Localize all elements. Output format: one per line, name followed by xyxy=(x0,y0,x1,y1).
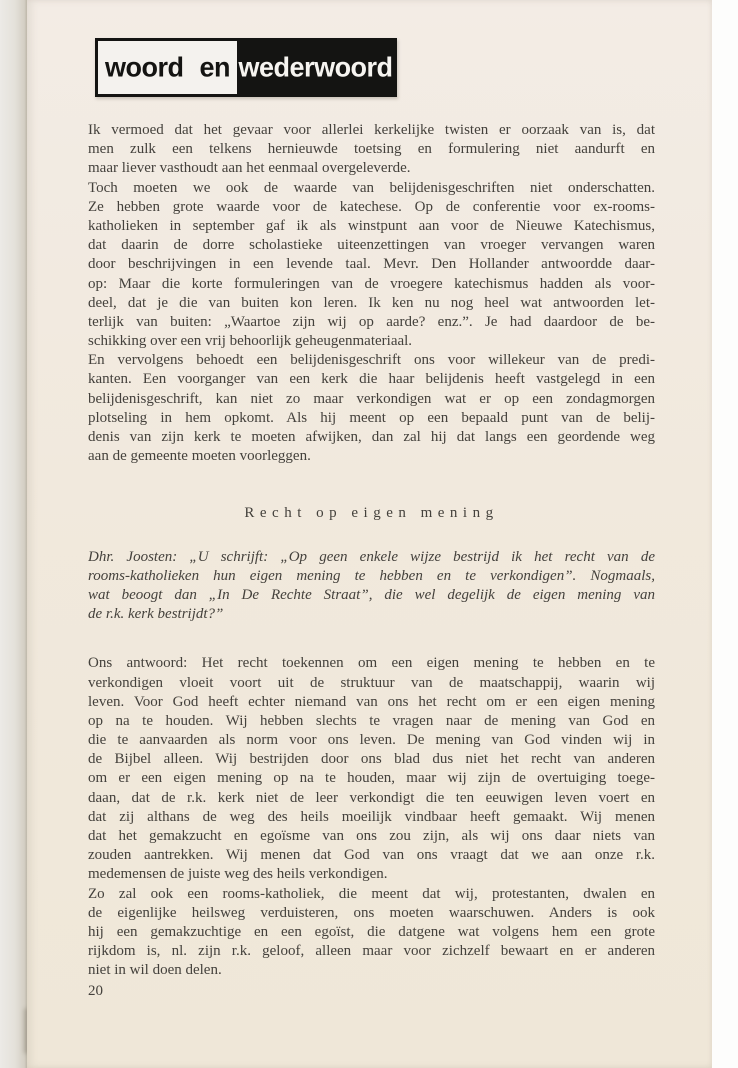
text-line: Ze hebben grote waarde voor de katechese. Op de conferentie voor ex-rooms- xyxy=(88,198,655,215)
text-line: hij een gemakzuchtige en een egoïst, die datgene wat volgens hem een grote xyxy=(88,923,655,940)
text-line: schikking over een vrij behoorlijk geheugenmateriaal. xyxy=(88,333,413,350)
article-body xyxy=(88,121,655,1001)
text-line: deel, dat je die van buiten kon leren. Ik ken nu nog heel wat antwoorden let- xyxy=(88,294,655,311)
text-line: belijdenisgeschrift, kan niet zo maar verkondigen wat er op een zondagmorgen xyxy=(88,390,655,407)
text-line: Toch moeten we ook de waarde van belijdenisgeschriften niet onderschatten. xyxy=(88,179,655,196)
section-heading: Recht op eigen mening xyxy=(244,505,499,522)
text-line: die te aanvaarden als norm voor ons leven. De mening van God vinden wij in xyxy=(88,732,655,749)
text-line: maar liever vasthoudt aan het eenmaal overgeleverde. xyxy=(88,160,411,177)
text-line: medemensen de juiste weg des heils verkondigen. xyxy=(88,866,388,883)
scan-right-edge xyxy=(712,0,738,1068)
text-line: de eigenlijke heilsweg verduisteren, ons moeten waarschuwen. Anders is ook xyxy=(88,904,655,921)
page-number: 20 xyxy=(88,982,103,999)
text-line: verkondigen vloeit voort uit de struktuur van de maatschappij, waarin wij xyxy=(88,674,655,691)
text-line: Ik vermoed dat het gevaar voor allerlei kerkelijke twisten er oorzaak van is, dat xyxy=(88,122,655,138)
text-line: En vervolgens behoedt een belijdenisgeschrift ons voor willekeur van de predi- xyxy=(88,352,655,369)
text-line: dat daarin de dorre scholastieke uiteenzettingen van vroeger vervangen waren xyxy=(88,237,655,254)
text-line: plotseling in hem opkomt. Als hij meent op een bepaald punt van de belij- xyxy=(88,409,655,426)
reader-question-paragraph xyxy=(88,548,655,625)
paragraph xyxy=(88,885,655,981)
text-line: terlijk van buiten: „Waartoe zijn wij op aarde? enz.”. Je had daardoor de be- xyxy=(88,313,655,330)
text-line: Zo zal ook een rooms-katholiek, die meent dat wij, protestanten, dwalen en xyxy=(88,885,655,902)
paragraph xyxy=(88,179,655,352)
text-line: op: Maar die korte formuleringen van de vroegere katechismus hadden als voor- xyxy=(88,275,655,292)
paragraph xyxy=(88,351,655,466)
book-page xyxy=(27,0,712,1068)
text-line: dat zij althans de weg des heils moeilijk vindbaar heeft gemaakt. Wij menen xyxy=(88,808,655,825)
text-line: de Bijbel alleen. Wij bestrijden door ons blad dus niet het recht van anderen xyxy=(88,751,655,768)
text-line: kanten. Een voorganger van een kerk die haar belijdenis heeft vastgelegd in een xyxy=(88,371,655,388)
logo-left-text: woord en xyxy=(105,51,231,83)
scan-left-edge xyxy=(0,0,27,1068)
logo-right-text: wederwoord xyxy=(238,51,393,83)
text-line: aan de gemeente moeten voorleggen. xyxy=(88,448,311,465)
logo-right-panel xyxy=(237,41,394,94)
text-line: men zulk een telkens hernieuwde toetsing en formulering niet aandurft en xyxy=(88,141,655,158)
woord-en-wederwoord-logo xyxy=(95,38,397,97)
text-line: niet in wil doen delen. xyxy=(88,962,222,979)
logo-left-panel xyxy=(98,41,237,94)
text-line: Dhr. Joosten: „U schrijft: „Op geen enkele wijze bestrijd ik het recht van de xyxy=(88,548,655,565)
text-line: leven. Voor God heeft echter niemand van ons het recht om er een eigen mening xyxy=(88,693,655,710)
text-line: rooms-katholieken hun eigen mening te hebben en te verkondigen”. Nogmaals, xyxy=(88,567,655,584)
text-line: zouden aantrekken. Wij menen dat God van ons vraagt dat we aan onze r.k. xyxy=(88,847,655,864)
text-line: de r.k. kerk bestrijdt?” xyxy=(88,606,224,623)
text-line: door beschrijvingen in een levende taal. Mevr. Den Hollander antwoordde daar- xyxy=(88,256,655,273)
text-line: katholieken in september gaf ik als winstpunt aan voor de Nieuwe Katechismus, xyxy=(88,217,655,234)
text-line: om er een eigen mening op na te houden, maar wij zijn de overtuiging toege- xyxy=(88,770,655,787)
paragraph xyxy=(88,121,655,179)
text-line: wat beoogt dan „In De Rechte Straat”, die wel degelijk de eigen mening van xyxy=(88,586,655,603)
text-line: op na te houden. Wij hebben slechts te vragen naar de mening van God en xyxy=(88,712,655,729)
text-line: denis van zijn kerk te moeten afwijken, dan zal hij dat langs een geordende weg xyxy=(88,429,655,445)
text-line: rijkdom is, nl. zijn r.k. geloof, alleen maar voor zichzelf bewaart en er anderen xyxy=(88,943,655,960)
paragraph xyxy=(88,654,655,884)
text-line: dat het gemakzucht en egoïsme van ons zou zijn, als wij ons daar niets van xyxy=(88,828,655,845)
text-line: daan, dat de r.k. kerk niet de leer verkondigt die ten eeuwigen leven voert en xyxy=(88,789,655,806)
text-line: Ons antwoord: Het recht toekennen om een eigen mening te hebben en te xyxy=(88,655,655,672)
